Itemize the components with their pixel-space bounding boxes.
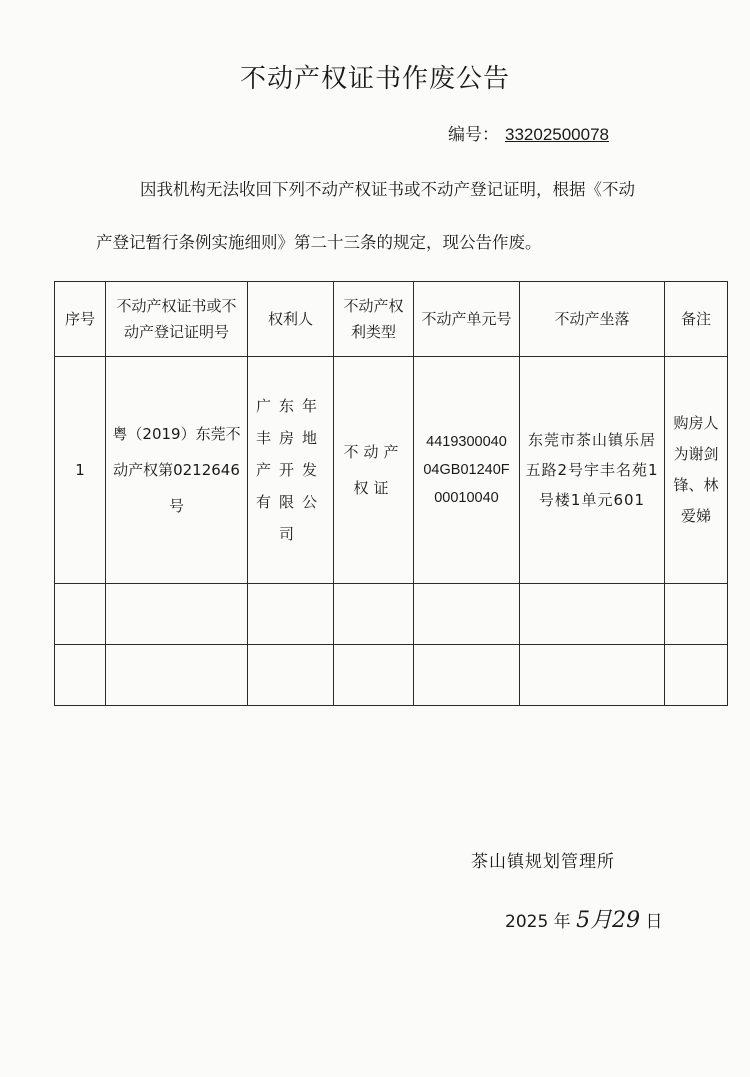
serial-value: 33202500078 <box>505 125 610 144</box>
header-right-type: 不动产权利类型 <box>334 282 414 357</box>
issuer-name: 茶山镇规划管理所 <box>471 852 615 872</box>
header-unit-no: 不动产单元号 <box>414 282 520 357</box>
date-handwritten: 5月29 <box>576 908 641 933</box>
unit-no-line-1: 4419300040 <box>426 434 507 450</box>
table-header-row <box>55 282 728 357</box>
cell-right-type: 不动产权证 <box>334 357 414 584</box>
serial-number <box>448 120 609 145</box>
table-row <box>55 357 728 584</box>
header-cert-no: 不动产权证书或不动产登记证明号 <box>106 282 248 357</box>
cell-unit-no <box>414 357 520 584</box>
cell-owner: 广东年丰房地产开发有限公司 <box>248 357 334 584</box>
cell-location: 东莞市茶山镇乐居五路2号宇丰名苑1号楼1单元601 <box>520 357 665 584</box>
unit-no-line-3: 00010040 <box>434 490 499 506</box>
cell-index: 1 <box>55 357 106 584</box>
table-row-empty <box>55 645 728 706</box>
void-certificate-table <box>54 281 728 706</box>
cell-cert-no: 粤（2019）东莞不动产权第0212646号 <box>106 357 248 584</box>
serial-label: 编号： <box>448 125 499 145</box>
body-line-2: 产登记暂行条例实施细则》第二十三条的规定，现公告作废。 <box>96 233 542 252</box>
header-index: 序号 <box>55 282 106 357</box>
issue-date <box>505 903 662 934</box>
date-suffix: 日 <box>645 912 663 932</box>
header-owner: 权利人 <box>248 282 334 357</box>
body-line-1: 因我机构无法收回下列不动产权证书或不动产登记证明，根据《不动 <box>140 180 635 199</box>
table-row-empty <box>55 584 728 645</box>
date-year: 2025 年 <box>505 912 571 932</box>
cell-note: 购房人为谢剑锋、林爱娣 <box>665 357 728 584</box>
header-location: 不动产坐落 <box>520 282 665 357</box>
unit-no-line-2: 04GB01240F <box>423 462 510 478</box>
header-note: 备注 <box>665 282 728 357</box>
page-title: 不动产权证书作废公告 <box>239 64 510 94</box>
